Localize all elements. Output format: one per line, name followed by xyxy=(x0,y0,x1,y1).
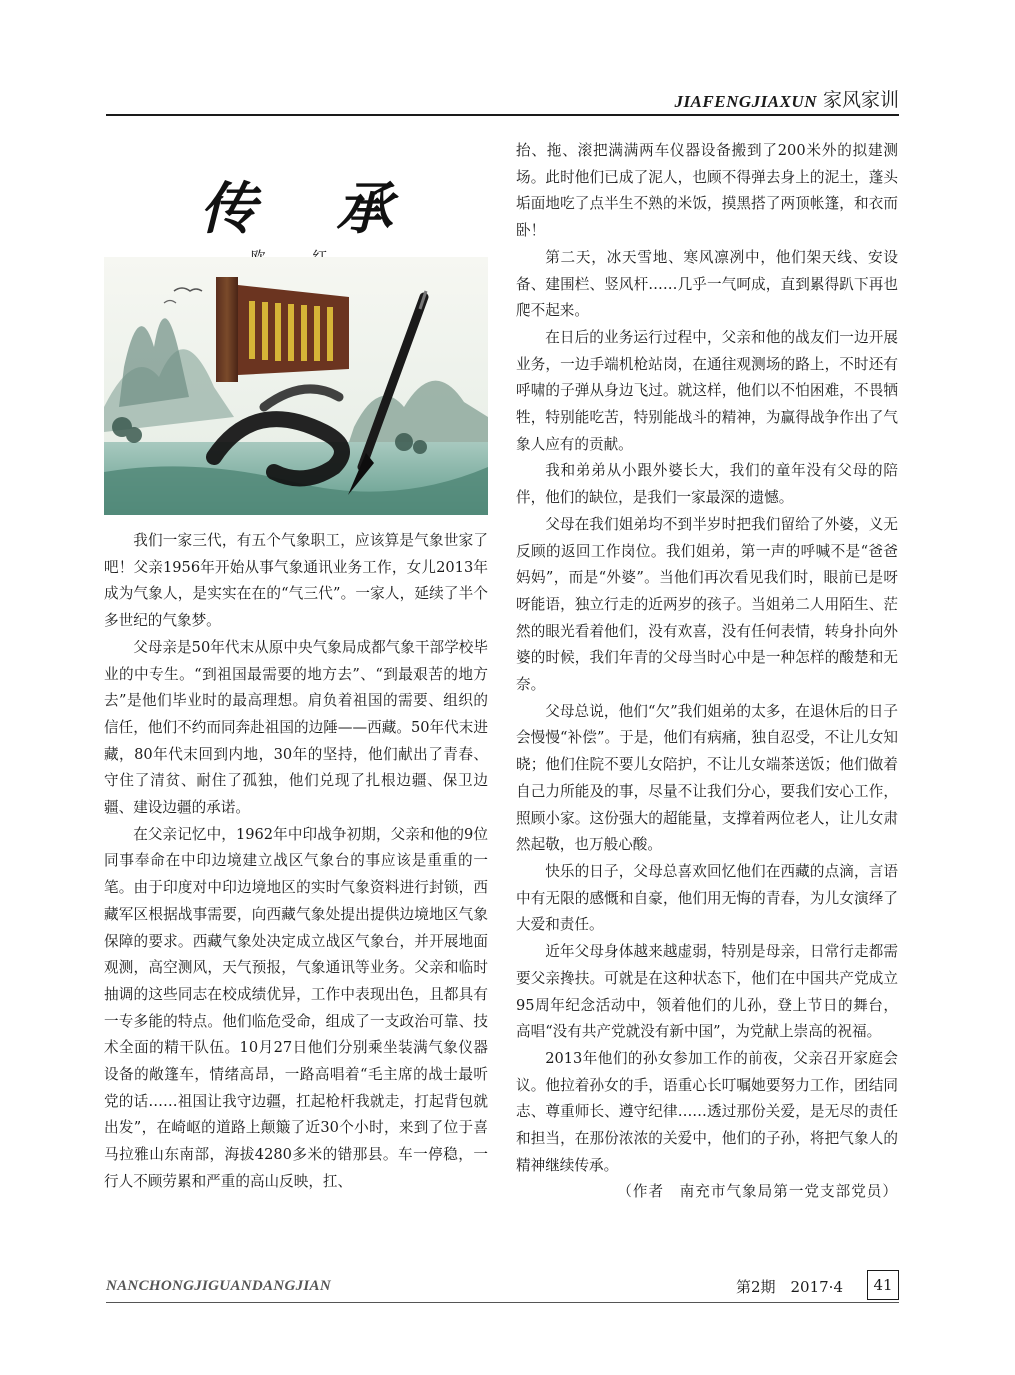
body-paragraph-continued: 抬、拖、滚把满满两车仪器设备搬到了200米外的拟建测场。此时他们已成了泥人，也顾不得弹去身上的泥土，蓬头垢面地吃了点半生不熟的米饭，摸黑搭了两顶帐篷，和衣而卧！ xyxy=(516,142,898,240)
left-column xyxy=(104,528,488,1196)
header-english: JIAFENGJIAXUN xyxy=(674,92,817,111)
body-paragraph: 我们一家三代，有五个气象职工，应该算是气象世家了吧！父亲1956年开始从事气象通讯业务工作，女儿2013年成为气象人，是实实在在的“气三代”。一家人，延续了半个多世纪的气象梦。 xyxy=(104,532,488,630)
author-signature: （作者 南充市气象局第一党支部党员） xyxy=(617,1183,898,1201)
body-paragraph: 父母在我们姐弟均不到半岁时把我们留给了外婆，义无反顾的返回工作岗位。我们姐弟，第一声的呼喊不是“爸爸妈妈”，而是“外婆”。当他们再次看见我们时，眼前已是呀呀能语，独立行走的近两岁的孩子。当姐弟二人用陌生、茫然的眼光看着他们，没有欢喜，没有任何表情，转身扑向外婆的时候，我们年青的父母当时心中是一种怎样的酸楚和无奈。 xyxy=(516,515,898,694)
article-title xyxy=(104,170,488,240)
body-paragraph: 在日后的业务运行过程中，父亲和他的战友们一边开展业务，一边手端机枪站岗，在通往观测场的路上，不时还有呼啸的子弹从身边飞过。就这样，他们以不怕困难，不畏牺牲，特别能吃苦，特别能战斗的精神，为赢得战争作出了气象人应有的贡献。 xyxy=(516,328,898,453)
header-chinese: 家风家训 xyxy=(822,89,899,111)
body-paragraph: 2013年他们的孙女参加工作的前夜，父亲召开家庭会议。他拉着孙女的手，语重心长叮嘱她要努力工作，团结同志、尊重师长、遵守纪律……透过那份关爱，是无尽的责任和担当，在那份浓浓的关爱中，他们的子孙，将把气象人的精神继续传承。 xyxy=(516,1049,898,1174)
body-paragraph: 父母总说，他们“欠”我们姐弟的太多，在退休后的日子会慢慢“补偿”。于是，他们有病痛，独自忍受，不让儿女知晓；他们住院不要儿女陪护，不让儿女端茶送饭；他们做着自己力所能及的事，尽量不让我们分心，要我们安心工作，照顾小家。这份强大的超能量，支撑着两位老人，让儿女肃然起敬，也万般心酸。 xyxy=(516,702,898,854)
right-column xyxy=(516,138,898,1206)
footer-publication: NANCHONGJIGUANDANGJIAN xyxy=(106,1278,331,1294)
body-paragraph: 在父亲记忆中，1962年中印战争初期，父亲和他的9位同事奉命在中印边境建立战区气象台的事应该是重重的一笔。由于印度对中印边境地区的实时气象资料进行封锁，西藏军区根据战事需要，向西藏气象处提出提供边境地区气象保障的要求。西藏气象处决定成立战区气象台，并开展地面观测，高空测风，天气预报，气象通讯等业务。父亲和临时抽调的这些同志在校成绩优异，工作中表现出色，且都具有一专多能的特点。他们临危受命，组成了一支政治可靠、技术全面的精干队伍。10月27日他们分别乘坐装满气象仪器设备的敞篷车，情绪高昂，一路高唱着“毛主席的战士最听党的话……祖国让我守边疆，扛起枪杆我就走，打起背包就出发”，在崎岖的道路上颠簸了近30个小时，来到了位于喜马拉雅山东南部，海拔4280多米的错那县。车一停稳，一行人不顾劳累和严重的高山反映，扛、 xyxy=(104,825,488,1190)
body-paragraph: 快乐的日子，父母总喜欢回忆他们在西藏的点滴，言语中有无限的感慨和自豪，他们用无悔的青春，为儿女演绎了大爱和责任。 xyxy=(516,862,898,934)
ink-landscape-illustration xyxy=(104,257,488,515)
footer-issue: 第2期 2017·4 xyxy=(735,1278,843,1296)
title-char-1: 传 xyxy=(200,176,256,242)
running-header xyxy=(106,82,899,116)
running-footer xyxy=(106,1268,899,1303)
body-paragraph: 第二天，冰天雪地、寒风凛冽中，他们架天线、安设备、建围栏、竖风杆……几乎一气呵成，直到累得趴下再也爬不起来。 xyxy=(516,248,898,320)
body-paragraph: 父母亲是50年代末从原中央气象局成都气象干部学校毕业的中专生。“到祖国最需要的地方去”、“到最艰苦的地方去”是他们毕业时的最高理想。肩负着祖国的需要、组织的信任，他们不约而同奔赴祖国的边陲——西藏。50年代末进藏，80年代末回到内地，30年的坚持，他们献出了青春、守住了清贫、耐住了孤独，他们兑现了扎根边疆、保卫边疆、建设边疆的承诺。 xyxy=(104,638,488,817)
body-paragraph: 近年父母身体越来越虚弱，特别是母亲，日常行走都需要父亲搀扶。可就是在这种状态下，他们在中国共产党成立95周年纪念活动中，领着他们的儿孙，登上节日的舞台，高唱“没有共产党就没有新中国”，为党献上崇高的祝福。 xyxy=(516,943,898,1041)
landscape-scroll-brush-image xyxy=(104,257,488,515)
page-number: 41 xyxy=(867,1270,899,1300)
body-paragraph: 我和弟弟从小跟外婆长大，我们的童年没有父母的陪伴，他们的缺位，是我们一家最深的遗憾。 xyxy=(516,462,898,507)
title-char-2: 承 xyxy=(336,176,392,242)
